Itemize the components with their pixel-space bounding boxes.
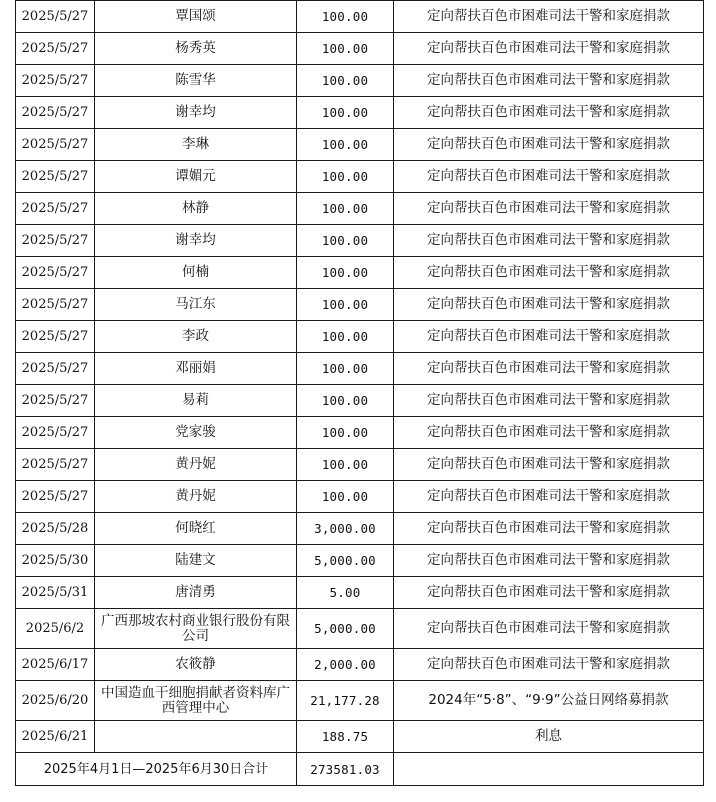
date-cell: 2025/5/27 [16, 1, 95, 33]
date-cell: 2025/5/27 [16, 353, 95, 385]
date-cell: 2025/5/27 [16, 65, 95, 97]
date-cell: 2025/5/27 [16, 193, 95, 225]
donor-name-cell: 杨秀英 [95, 33, 297, 65]
table-row [16, 649, 704, 681]
donor-name-cell: 何楠 [95, 257, 297, 289]
table-row [16, 545, 704, 577]
purpose-cell: 定向帮扶百色市困难司法干警和家庭捐款 [394, 161, 704, 193]
purpose-cell: 定向帮扶百色市困难司法干警和家庭捐款 [394, 577, 704, 609]
amount-cell: 100.00 [297, 129, 394, 161]
donor-name-cell: 谢幸均 [95, 97, 297, 129]
purpose-cell: 定向帮扶百色市困难司法干警和家庭捐款 [394, 545, 704, 577]
table-row [16, 353, 704, 385]
table-row [16, 225, 704, 257]
amount-cell: 2,000.00 [297, 649, 394, 681]
purpose-cell: 定向帮扶百色市困难司法干警和家庭捐款 [394, 193, 704, 225]
donor-name-cell: 覃国颂 [95, 1, 297, 33]
donor-name-cell [95, 721, 297, 753]
amount-cell: 5,000.00 [297, 545, 394, 577]
table-row [16, 721, 704, 753]
amount-cell: 100.00 [297, 385, 394, 417]
purpose-cell: 定向帮扶百色市困难司法干警和家庭捐款 [394, 513, 704, 545]
amount-cell: 100.00 [297, 481, 394, 513]
amount-cell: 21,177.28 [297, 681, 394, 721]
amount-cell: 100.00 [297, 193, 394, 225]
donor-name-cell: 马江东 [95, 289, 297, 321]
purpose-cell: 定向帮扶百色市困难司法干警和家庭捐款 [394, 321, 704, 353]
table-row [16, 97, 704, 129]
date-cell: 2025/5/27 [16, 225, 95, 257]
table-row [16, 129, 704, 161]
date-cell: 2025/5/27 [16, 97, 95, 129]
purpose-cell: 定向帮扶百色市困难司法干警和家庭捐款 [394, 481, 704, 513]
total-label-cell: 2025年4月1日—2025年6月30日合计 [16, 753, 297, 786]
donor-name-cell: 黄丹妮 [95, 449, 297, 481]
date-cell: 2025/5/30 [16, 545, 95, 577]
table-row [16, 513, 704, 545]
donor-name-cell: 何晓红 [95, 513, 297, 545]
date-cell: 2025/5/27 [16, 257, 95, 289]
amount-cell: 5.00 [297, 577, 394, 609]
total-purpose-cell [394, 753, 704, 786]
ledger-body [16, 1, 704, 786]
amount-cell: 100.00 [297, 225, 394, 257]
purpose-cell: 定向帮扶百色市困难司法干警和家庭捐款 [394, 257, 704, 289]
purpose-cell: 定向帮扶百色市困难司法干警和家庭捐款 [394, 225, 704, 257]
date-cell: 2025/5/27 [16, 417, 95, 449]
table-row [16, 321, 704, 353]
amount-cell: 100.00 [297, 353, 394, 385]
amount-cell: 100.00 [297, 417, 394, 449]
donor-name-cell: 李政 [95, 321, 297, 353]
donor-name-cell: 易莉 [95, 385, 297, 417]
date-cell: 2025/5/27 [16, 321, 95, 353]
total-row [16, 753, 704, 786]
date-cell: 2025/6/20 [16, 681, 95, 721]
table-row [16, 193, 704, 225]
amount-cell: 100.00 [297, 449, 394, 481]
amount-cell: 100.00 [297, 321, 394, 353]
date-cell: 2025/5/27 [16, 481, 95, 513]
donor-name-cell: 黄丹妮 [95, 481, 297, 513]
purpose-cell: 定向帮扶百色市困难司法干警和家庭捐款 [394, 97, 704, 129]
table-row [16, 385, 704, 417]
table-row [16, 481, 704, 513]
table-row [16, 449, 704, 481]
date-cell: 2025/6/17 [16, 649, 95, 681]
amount-cell: 100.00 [297, 97, 394, 129]
purpose-cell: 2024年“5·8”、“9·9”公益日网络募捐款 [394, 681, 704, 721]
purpose-cell: 定向帮扶百色市困难司法干警和家庭捐款 [394, 65, 704, 97]
date-cell: 2025/5/31 [16, 577, 95, 609]
donor-name-cell: 唐清勇 [95, 577, 297, 609]
date-cell: 2025/5/28 [16, 513, 95, 545]
donor-name-cell: 广西那坡农村商业银行股份有限公司 [95, 609, 297, 649]
donation-ledger-table [15, 0, 704, 786]
purpose-cell: 定向帮扶百色市困难司法干警和家庭捐款 [394, 609, 704, 649]
table-row [16, 1, 704, 33]
table-row [16, 289, 704, 321]
date-cell: 2025/5/27 [16, 385, 95, 417]
donor-name-cell: 邓丽娟 [95, 353, 297, 385]
amount-cell: 100.00 [297, 161, 394, 193]
purpose-cell: 定向帮扶百色市困难司法干警和家庭捐款 [394, 289, 704, 321]
table-row [16, 33, 704, 65]
total-amount-cell: 273581.03 [297, 753, 394, 786]
date-cell: 2025/6/2 [16, 609, 95, 649]
amount-cell: 100.00 [297, 65, 394, 97]
date-cell: 2025/5/27 [16, 449, 95, 481]
amount-cell: 100.00 [297, 257, 394, 289]
amount-cell: 100.00 [297, 1, 394, 33]
purpose-cell: 定向帮扶百色市困难司法干警和家庭捐款 [394, 353, 704, 385]
date-cell: 2025/6/21 [16, 721, 95, 753]
date-cell: 2025/5/27 [16, 161, 95, 193]
donor-name-cell: 陈雪华 [95, 65, 297, 97]
donor-name-cell: 党家骏 [95, 417, 297, 449]
purpose-cell: 定向帮扶百色市困难司法干警和家庭捐款 [394, 649, 704, 681]
date-cell: 2025/5/27 [16, 129, 95, 161]
purpose-cell: 定向帮扶百色市困难司法干警和家庭捐款 [394, 129, 704, 161]
purpose-cell: 定向帮扶百色市困难司法干警和家庭捐款 [394, 417, 704, 449]
date-cell: 2025/5/27 [16, 289, 95, 321]
donor-name-cell: 林静 [95, 193, 297, 225]
table-row [16, 681, 704, 721]
purpose-cell: 定向帮扶百色市困难司法干警和家庭捐款 [394, 449, 704, 481]
amount-cell: 188.75 [297, 721, 394, 753]
amount-cell: 100.00 [297, 289, 394, 321]
donor-name-cell: 谢幸均 [95, 225, 297, 257]
donor-name-cell: 陆建文 [95, 545, 297, 577]
table-row [16, 161, 704, 193]
purpose-cell: 定向帮扶百色市困难司法干警和家庭捐款 [394, 385, 704, 417]
donor-name-cell: 谭媚元 [95, 161, 297, 193]
amount-cell: 100.00 [297, 33, 394, 65]
amount-cell: 3,000.00 [297, 513, 394, 545]
table-row [16, 417, 704, 449]
date-cell: 2025/5/27 [16, 33, 95, 65]
table-row [16, 577, 704, 609]
purpose-cell: 定向帮扶百色市困难司法干警和家庭捐款 [394, 33, 704, 65]
donor-name-cell: 李琳 [95, 129, 297, 161]
purpose-cell: 定向帮扶百色市困难司法干警和家庭捐款 [394, 1, 704, 33]
table-row [16, 609, 704, 649]
donor-name-cell: 农筱静 [95, 649, 297, 681]
donor-name-cell: 中国造血干细胞捐献者资料库广西管理中心 [95, 681, 297, 721]
table-row [16, 257, 704, 289]
table-row [16, 65, 704, 97]
purpose-cell: 利息 [394, 721, 704, 753]
amount-cell: 5,000.00 [297, 609, 394, 649]
